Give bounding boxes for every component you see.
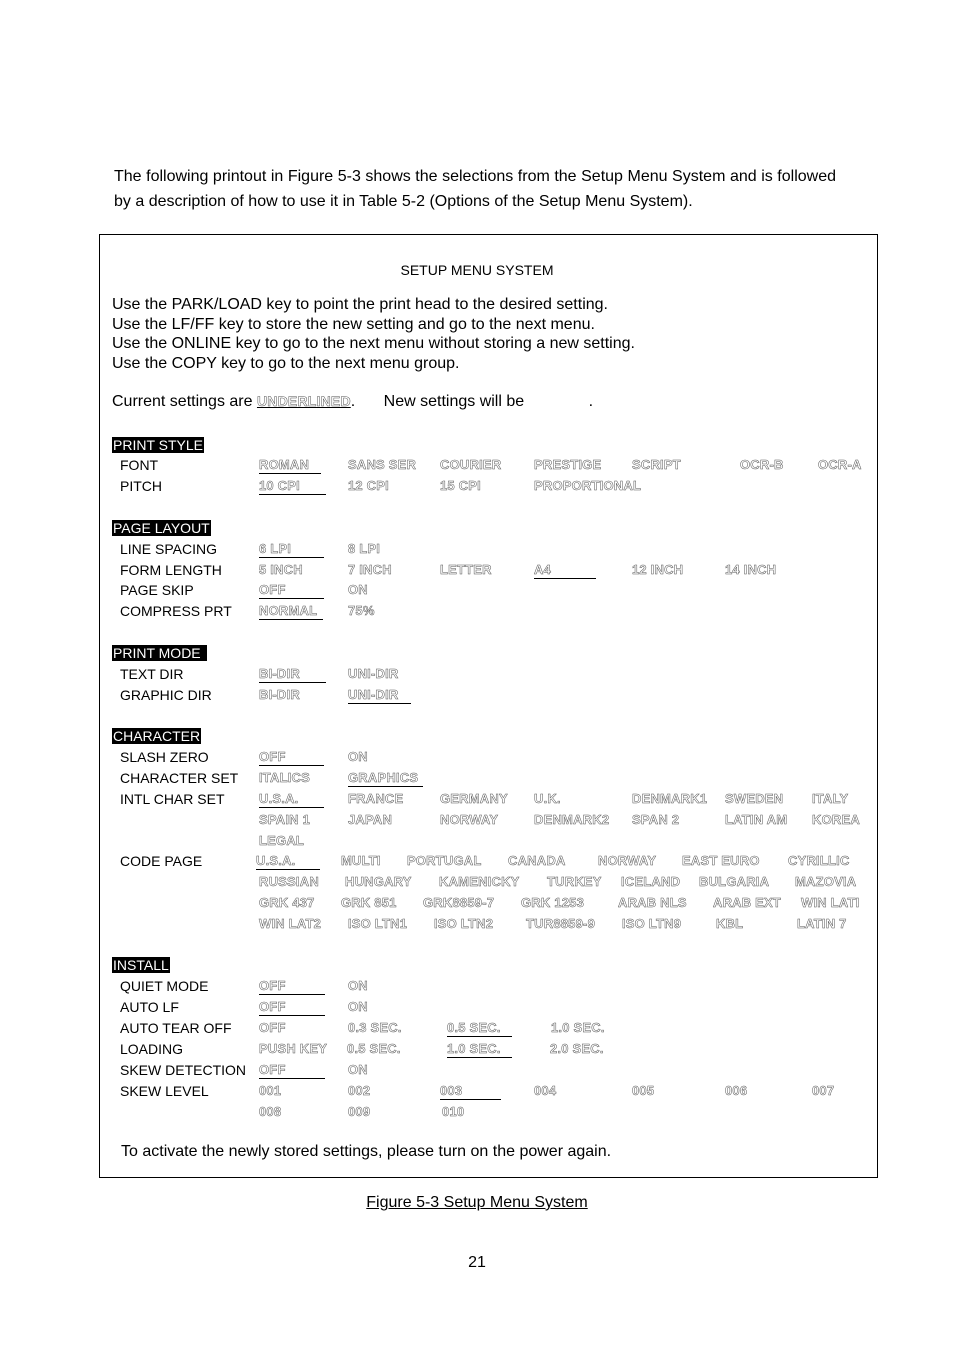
setting-option: JAPAN bbox=[348, 812, 393, 827]
setting-option: 5 INCH bbox=[259, 562, 303, 577]
setting-option: PORTUGAL bbox=[407, 853, 482, 868]
current-setting-option: OFF bbox=[259, 1062, 286, 1077]
setting-label: INTL CHAR SET bbox=[120, 791, 225, 807]
setting-option: 7 INCH bbox=[348, 562, 392, 577]
current-setting-underline bbox=[447, 1036, 512, 1037]
setting-option: 12 CPI bbox=[348, 478, 389, 493]
current-setting-option: GRAPHICS bbox=[348, 770, 419, 785]
setting-option: 2.0 SEC. bbox=[550, 1041, 604, 1056]
setting-option: ITALICS bbox=[259, 770, 310, 785]
setting-option: OCR-B bbox=[740, 457, 784, 472]
setting-option: PROPORTIONAL bbox=[534, 478, 642, 493]
setting-option: LETTER bbox=[440, 562, 492, 577]
setting-option: OFF bbox=[259, 1020, 286, 1035]
setting-option: 75% bbox=[348, 603, 375, 618]
setting-label: AUTO TEAR OFF bbox=[120, 1020, 232, 1036]
setting-option: SWEDEN bbox=[725, 791, 784, 806]
setting-option: 009 bbox=[348, 1104, 371, 1119]
setting-label: FONT bbox=[120, 457, 159, 473]
current-setting-option: UNI-DIR bbox=[348, 687, 399, 702]
setting-label: TEXT DIR bbox=[120, 666, 184, 682]
setting-option: 12 INCH bbox=[632, 562, 684, 577]
menu-title: SETUP MENU SYSTEM bbox=[400, 262, 554, 278]
setting-option: ISO LTN2 bbox=[434, 916, 494, 931]
setting-option: SCRIPT bbox=[632, 457, 681, 472]
setting-option: ITALY bbox=[812, 791, 849, 806]
current-setting-underline bbox=[259, 807, 324, 808]
current-setting-underline bbox=[259, 598, 324, 599]
instruction-online: Use the ONLINE key to go to the next menu without storing a new setting. bbox=[112, 335, 635, 352]
setting-label: LINE SPACING bbox=[120, 541, 217, 557]
setting-option: ON bbox=[348, 1062, 368, 1077]
setting-option: GERMANY bbox=[440, 791, 508, 806]
current-setting-underline bbox=[534, 578, 596, 579]
instruction-list bbox=[112, 295, 635, 373]
current-setting-option: OFF bbox=[259, 582, 286, 597]
figure-caption: Figure 5-3 Setup Menu System bbox=[366, 1194, 588, 1211]
current-setting-underline bbox=[259, 473, 321, 474]
instruction-park-load: Use the PARK/LOAD key to point the print head to the desired setting. bbox=[112, 296, 608, 313]
setting-option: PRESTIGE bbox=[534, 457, 602, 472]
setting-option: 006 bbox=[725, 1083, 748, 1098]
setting-option: ISO LTN1 bbox=[348, 916, 408, 931]
page-number: 21 bbox=[468, 1254, 486, 1271]
current-setting-underline bbox=[447, 1057, 512, 1058]
setting-option: ARAB NLS bbox=[618, 895, 687, 910]
section-print-style: PRINT STYLE bbox=[113, 437, 203, 453]
setting-label: PITCH bbox=[120, 478, 162, 494]
underlined-sample: UNDERLINED bbox=[256, 393, 351, 409]
section-print-mode: PRINT MODE bbox=[112, 645, 207, 661]
setting-option: GRK8859-7 bbox=[423, 895, 495, 910]
setting-option: DENMARK1 bbox=[632, 791, 708, 806]
setting-label: CHARACTER SET bbox=[120, 770, 239, 786]
setting-option: CANADA bbox=[508, 853, 566, 868]
setting-option: NORWAY bbox=[440, 812, 499, 827]
setting-option: ISO LTN9 bbox=[622, 916, 682, 931]
setting-option: U.K. bbox=[534, 791, 561, 806]
current-setting-option: NORMAL bbox=[259, 603, 318, 618]
current-settings-text: Current settings are bbox=[112, 393, 253, 410]
legend-period-2: . bbox=[588, 393, 594, 410]
setting-option: GRK 851 bbox=[341, 895, 397, 910]
current-setting-underline bbox=[440, 1099, 501, 1100]
current-setting-option: BI-DIR bbox=[259, 666, 300, 681]
setting-label: PAGE SKIP bbox=[120, 582, 194, 598]
section-page-layout: PAGE LAYOUT bbox=[113, 520, 210, 536]
setting-option: 007 bbox=[812, 1083, 835, 1098]
current-setting-option: 6 LPI bbox=[259, 541, 292, 556]
setting-option: GRK 437 bbox=[259, 895, 315, 910]
setting-option: 008 bbox=[259, 1104, 282, 1119]
setting-option: BULGARIA bbox=[699, 874, 770, 889]
current-setting-underline bbox=[259, 557, 324, 558]
current-setting-underline bbox=[259, 994, 325, 995]
setting-option: BI-DIR bbox=[259, 687, 300, 702]
setting-option: GRK 1253 bbox=[521, 895, 585, 910]
setting-option: TURKEY bbox=[547, 874, 602, 889]
setting-option: COURIER bbox=[440, 457, 502, 472]
setting-label: QUIET MODE bbox=[120, 978, 209, 994]
current-setting-option: ROMAN bbox=[259, 457, 310, 472]
current-setting-underline bbox=[259, 1015, 325, 1016]
setting-option: 005 bbox=[632, 1083, 655, 1098]
setting-option: NORWAY bbox=[598, 853, 657, 868]
legend-period-1: . bbox=[350, 393, 356, 410]
current-setting-option: OFF bbox=[259, 749, 286, 764]
setting-option: UNI-DIR bbox=[348, 666, 399, 681]
setting-option: TUR8859-9 bbox=[526, 916, 595, 931]
setting-option: 1.0 SEC. bbox=[551, 1020, 605, 1035]
current-setting-underline bbox=[259, 494, 326, 495]
setting-option: LATIN 7 bbox=[797, 916, 847, 931]
instruction-lf-ff: Use the LF/FF key to store the new setting and go to the next menu. bbox=[112, 315, 595, 333]
section-character: CHARACTER bbox=[113, 728, 201, 744]
setting-option: 010 bbox=[442, 1104, 465, 1119]
setting-option: PUSH KEY bbox=[259, 1041, 328, 1056]
current-setting-option: 10 CPI bbox=[259, 478, 300, 493]
current-setting-underline bbox=[259, 619, 323, 620]
current-setting-underline bbox=[256, 869, 320, 870]
intro-paragraph: The following printout in Figure 5-3 shows the selections from the Setup Menu System and is followed by a description of how to use it in Table 5-2 (Options of the Setup Menu System). bbox=[114, 168, 836, 210]
setting-label: COMPRESS PRT bbox=[120, 603, 232, 619]
current-setting-option: OFF bbox=[259, 999, 286, 1014]
footer-note: To activate the newly stored settings, please turn on the power again. bbox=[121, 1143, 612, 1160]
setting-option: KOREA bbox=[812, 812, 860, 827]
setting-label: AUTO LF bbox=[120, 999, 179, 1015]
setting-option: LATIN AM bbox=[725, 812, 788, 827]
setting-label: GRAPHIC DIR bbox=[120, 687, 212, 703]
setting-option: RUSSIAN bbox=[259, 874, 319, 889]
setting-option: KBL bbox=[716, 916, 744, 931]
setting-option: DENMARK2 bbox=[534, 812, 610, 827]
setting-option: WIN LATI bbox=[801, 895, 860, 910]
setting-option: 8 LPI bbox=[348, 541, 381, 556]
setting-option: ARAB EXT bbox=[713, 895, 782, 910]
setting-option: HUNGARY bbox=[345, 874, 412, 889]
current-setting-option: OFF bbox=[259, 978, 286, 993]
setting-option: KAMENICKY bbox=[439, 874, 520, 889]
setting-label: LOADING bbox=[120, 1041, 184, 1057]
setting-option: 002 bbox=[348, 1083, 371, 1098]
setting-option: MULTI bbox=[341, 853, 381, 868]
settings-legend bbox=[112, 393, 593, 411]
setting-option: SANS SER bbox=[348, 457, 417, 472]
setting-option: 004 bbox=[534, 1083, 557, 1098]
current-setting-option: U.S.A. bbox=[256, 853, 296, 868]
setting-option: LEGAL bbox=[259, 833, 305, 848]
current-setting-option: A4 bbox=[534, 562, 552, 577]
setting-option: 14 INCH bbox=[725, 562, 777, 577]
instruction-copy: Use the COPY key to go to the next menu group. bbox=[112, 354, 460, 372]
setting-option: MAZOVIA bbox=[795, 874, 857, 889]
setting-option: EAST EURO bbox=[682, 853, 760, 868]
section-install: INSTALL bbox=[113, 957, 169, 973]
setting-option: 0.3 SEC. bbox=[348, 1020, 402, 1035]
setting-label: FORM LENGTH bbox=[120, 562, 222, 578]
setting-option: FRANCE bbox=[348, 791, 404, 806]
current-setting-underline bbox=[259, 765, 324, 766]
setting-option: WIN LAT2 bbox=[259, 916, 322, 931]
current-setting-option: 0.5 SEC. bbox=[447, 1020, 501, 1035]
setting-option: 001 bbox=[259, 1083, 282, 1098]
setting-option: 15 CPI bbox=[440, 478, 481, 493]
current-setting-underline bbox=[259, 682, 326, 683]
current-setting-option: U.S.A. bbox=[259, 791, 299, 806]
setting-option: 0.5 SEC. bbox=[347, 1041, 401, 1056]
setting-option: OCR-A bbox=[818, 457, 862, 472]
setting-option: ON bbox=[348, 999, 368, 1014]
current-setting-option: 003 bbox=[440, 1083, 463, 1098]
setting-label: SKEW LEVEL bbox=[120, 1083, 209, 1099]
setting-option: CYRILLIC bbox=[788, 853, 850, 868]
current-setting-underline bbox=[259, 1078, 325, 1079]
setting-label: SKEW DETECTION bbox=[120, 1062, 247, 1078]
setting-option: SPAIN 1 bbox=[259, 812, 311, 827]
setting-label: SLASH ZERO bbox=[120, 749, 209, 765]
current-setting-underline bbox=[348, 703, 411, 704]
setting-option: ON bbox=[348, 582, 368, 597]
setting-option: ON bbox=[348, 978, 368, 993]
current-setting-option: 1.0 SEC. bbox=[447, 1041, 501, 1056]
new-settings-text: New settings will be bbox=[383, 393, 525, 410]
setting-option: ICELAND bbox=[621, 874, 681, 889]
setting-option: SPAN 2 bbox=[632, 812, 680, 827]
setting-label: CODE PAGE bbox=[120, 853, 203, 869]
setting-option: ON bbox=[348, 749, 368, 764]
current-setting-underline bbox=[348, 786, 423, 787]
